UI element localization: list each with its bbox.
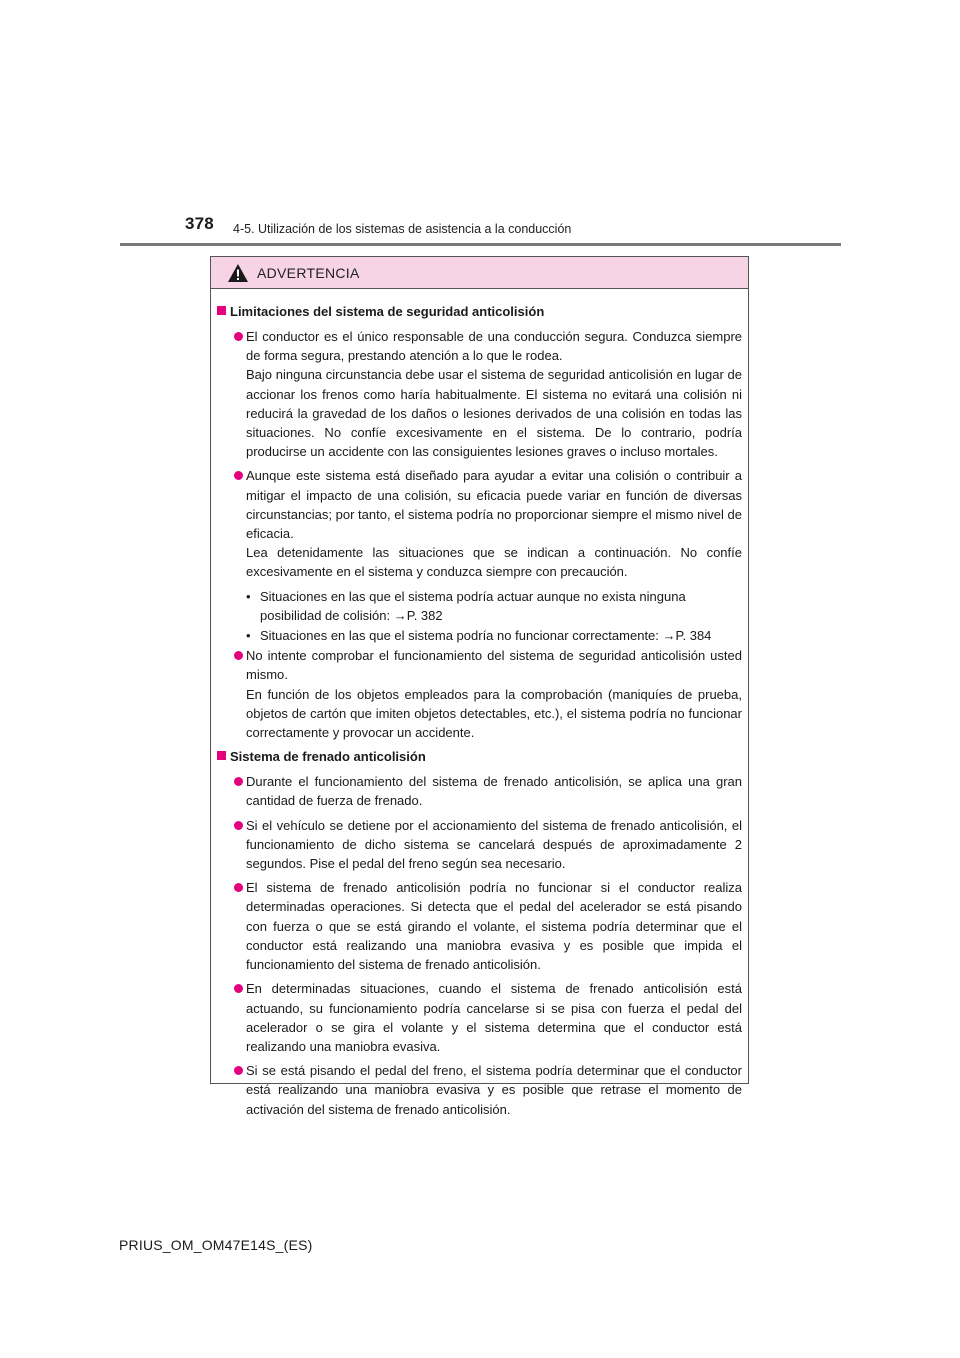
warning-item	[217, 772, 742, 810]
header-divider	[120, 243, 841, 246]
sub-bullet-icon: •	[246, 588, 251, 604]
warning-item	[217, 466, 742, 581]
document-code: PRIUS_OM_OM47E14S_(ES)	[119, 1237, 313, 1253]
item-paragraph: Bajo ninguna circunstancia debe usar el sistema de seguridad anticolisión en lugar de accionar los frenos como haría habitualmente. El sistema no evitará una colisión ni reducirá la gravedad de los daños o lesiones derivados de una colisión en todas las situaciones. No confíe excesivamente en el sistema. De lo contrario, podría producirse un accidente con las consiguientes lesiones graves o incluso mortales.	[246, 367, 742, 460]
section-title: 4-5. Utilización de los sistemas de asistencia a la conducción	[233, 222, 572, 236]
round-bullet-icon	[234, 777, 243, 786]
warning-item	[217, 979, 742, 1056]
warning-item	[217, 878, 742, 974]
sub-bullet-icon: •	[246, 628, 251, 644]
round-bullet-icon	[234, 821, 243, 830]
sub-list-item	[246, 626, 742, 645]
item-paragraph: El conductor es el único responsable de una conducción segura. Conduzca siempre de forma segura, prestando atención a lo que le rodea.	[246, 329, 742, 364]
square-bullet-icon	[217, 306, 226, 315]
warning-title: ADVERTENCIA	[257, 264, 360, 281]
square-bullet-icon	[217, 751, 226, 760]
item-paragraph: En función de los objetos empleados para la comprobación (maniquíes de prueba, objetos de cartón que imiten objetos detectables, etc.), el sistema podría no funcionar correctamente y provocar un accidente.	[246, 686, 742, 741]
section-heading-text: Sistema de frenado anticolisión	[230, 749, 426, 765]
item-paragraph: No intente comprobar el funcionamiento del sistema de seguridad anticolisión usted mismo.	[246, 648, 742, 683]
warning-item	[217, 816, 742, 874]
section-heading	[217, 747, 742, 766]
item-paragraph: Durante el funcionamiento del sistema de frenado anticolisión, se aplica una gran cantidad de fuerza de frenado.	[246, 774, 742, 809]
warning-item	[217, 646, 742, 742]
page-number: 378	[185, 214, 214, 233]
section-heading	[217, 302, 742, 321]
section-heading-text: Limitaciones del sistema de seguridad anticolisión	[230, 304, 545, 319]
sub-list-item	[246, 587, 742, 625]
item-paragraph: Aunque este sistema está diseñado para ayudar a evitar una colisión o contribuir a mitigar el impacto de una colisión, su eficacia puede variar en función de diversas circunstancias; por tanto, el sistema podría no proporcionar siempre el mismo nivel de eficacia.	[246, 468, 742, 542]
round-bullet-icon	[234, 651, 243, 660]
warning-triangle-icon	[227, 263, 249, 283]
warning-body	[211, 289, 748, 1119]
warning-item	[217, 327, 742, 461]
warning-box	[210, 256, 749, 1117]
round-bullet-icon	[234, 984, 243, 993]
round-bullet-icon	[234, 1066, 243, 1075]
warning-header	[211, 257, 748, 289]
round-bullet-icon	[234, 883, 243, 892]
item-paragraph: Lea detenidamente las situaciones que se indican a continuación. No confíe excesivamente en el sistema y conduzca siempre con precaución.	[246, 545, 742, 580]
sub-item-text: Situaciones en las que el sistema podría no funcionar correctamente: →P. 384	[260, 628, 712, 644]
sub-list	[217, 587, 742, 646]
sub-item-text: Situaciones en las que el sistema podría actuar aunque no exista ninguna posibilidad de colisión: →P. 382	[260, 588, 686, 623]
item-paragraph: El sistema de frenado anticolisión podría no funcionar si el conductor realiza determinadas operaciones. Si detecta que el pedal del acelerador se está pisando con fuerza o que se está girando el volante, el sistema podría determinar que el conductor está realizando una maniobra evasiva y es posible que impida el funcionamiento del sistema de frenado anticolisión.	[246, 880, 742, 973]
item-paragraph: Si el vehículo se detiene por el accionamiento del sistema de frenado anticolisión, el funcionamiento de dicho sistema se cancelará después de aproximadamente 2 segundos. Pise el pedal del freno según sea necesario.	[246, 817, 742, 872]
item-paragraph: Si se está pisando el pedal del freno, el sistema podría determinar que el conductor está realizando una maniobra evasiva y es posible que retrase el momento de activación del sistema de frenado anticolisión.	[246, 1063, 742, 1117]
round-bullet-icon	[234, 471, 243, 480]
warning-item	[217, 1061, 742, 1119]
round-bullet-icon	[234, 332, 243, 341]
item-paragraph: En determinadas situaciones, cuando el sistema de frenado anticolisión está actuando, su funcionamiento podría cancelarse si se pisa con fuerza el pedal del acelerador o se gira el volante y el sistema determina que el conductor está realizando una maniobra evasiva.	[246, 981, 742, 1054]
